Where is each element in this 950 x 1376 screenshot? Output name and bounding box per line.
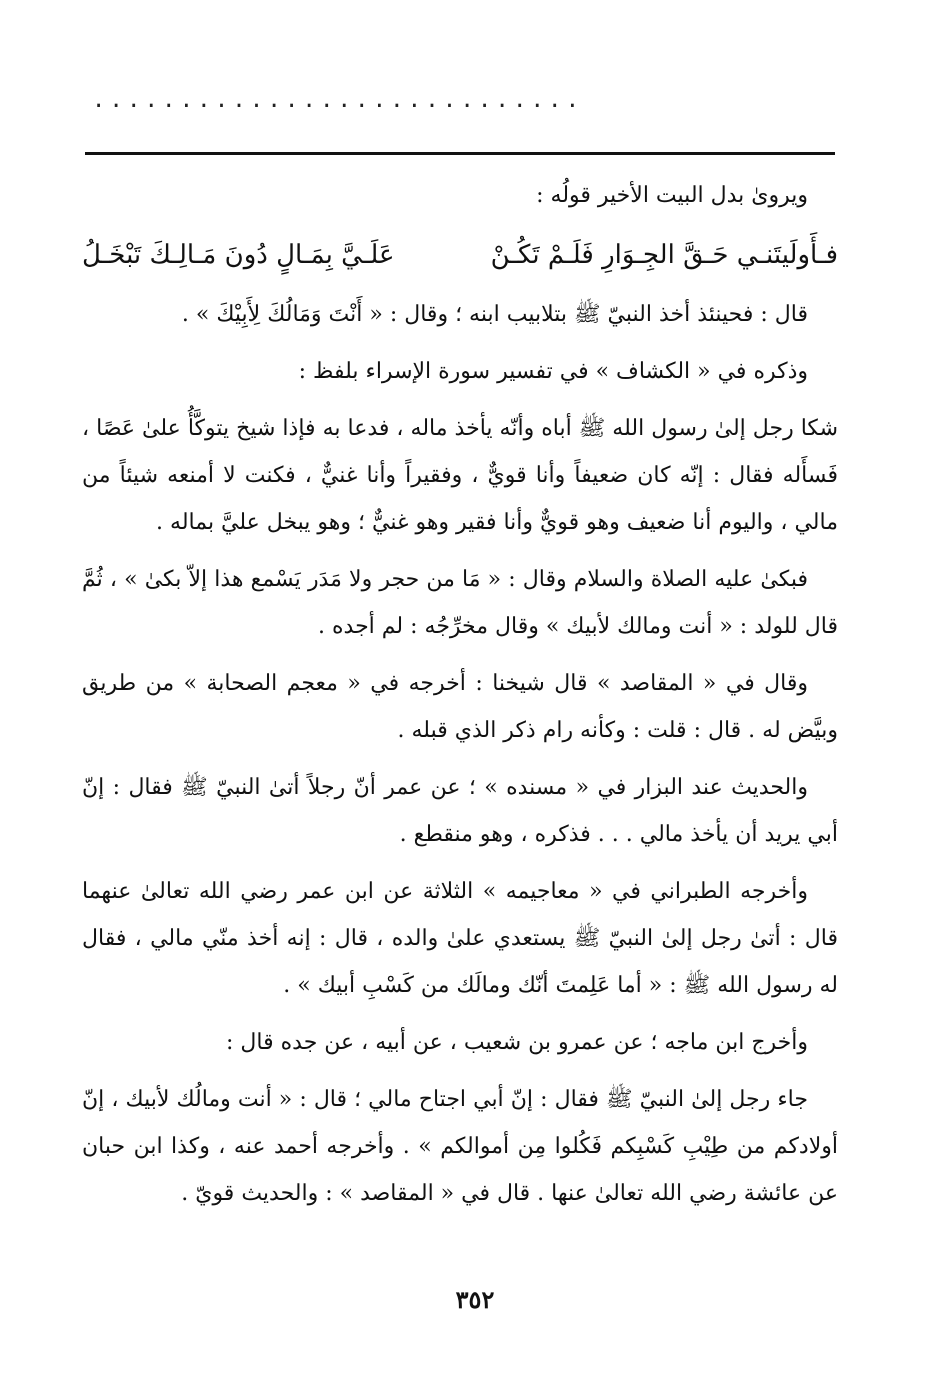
page-body bbox=[82, 172, 838, 1227]
paragraph: جاء رجل إلىٰ النبيّ ﷺ فقال : إنّ أبي اجتاح مالي ؛ قال : « أنت ومالُك لأبيك ، إنّ أولادكم من طِيْبِ كَسْبِكم فَكُلوا مِن أموالكم » . وأخرجه أحمد عنه ، وكذا ابن حبان عن عائشة رضي الله تعالىٰ عنها . قال في « المقاصد » : والحديث قويّ . bbox=[82, 1087, 838, 1206]
verse-intro: ويروىٰ بدل البيت الأخير قولُه : bbox=[536, 183, 808, 208]
paragraph: والحديث عند البزار في « مسنده » ؛ عن عمر أنّ رجلاً أتىٰ النبيّ ﷺ فقال : إنّ أبي يريد أن يأخذ مالي . . . فذكره ، وهو منقطع . bbox=[82, 775, 838, 847]
verse-first-hemistich: فـأَولَيتَنـي حَـقَّ الجِـوَارِ فَلَـمْ تَكُـنْ bbox=[490, 240, 838, 270]
paragraph: شكا رجل إلىٰ رسول الله ﷺ أباه وأنّه يأخذ ماله ، فدعا به فإذا شيخ يتوكَّأُ علىٰ عَصًا ، فَسأَله فقال : إنّه كان ضعيفاً وأنا قويٌّ ، وفقيراً وأنا غنيٌّ ، فكنت لا أمنعه شيئاً من مالي ، واليوم أنا ضعيف وهو قويٌّ وأنا فقير وهو غنيٌّ ؛ وهو يبخل عليَّ بماله . bbox=[82, 416, 838, 535]
header-rule bbox=[85, 152, 835, 155]
paragraph: فبكىٰ عليه الصلاة والسلام وقال : « مَا من حجر ولا مَدَر يَسْمع هذا إلاّ بكىٰ » ، ثُمَّ قال للولد : « أنت ومالك لأبيك » وقال مخرِّجُه : لم أجده . bbox=[82, 567, 838, 639]
paragraph: وذكره في « الكشاف » في تفسير سورة الإسراء بلفظ : bbox=[298, 359, 808, 384]
poetry-verse bbox=[82, 229, 838, 281]
paragraph: قال : فحينئذ أخذ النبيّ ﷺ بتلابيب ابنه ؛ وقال : « أَنْتَ وَمَالُكَ لِأَبِيْكَ » . bbox=[181, 302, 808, 327]
paragraph: وقال في « المقاصد » قال شيخنا : أخرجه في « معجم الصحابة » من طريق وبيَّض له . قال : قلت : وكأنه رام ذكر الذي قبله . bbox=[82, 671, 838, 743]
verse-second-hemistich: عَلَـيَّ بِمَـالٍ دُونَ مَـالِـكَ تَبْخَـلُ bbox=[82, 240, 395, 270]
paragraph: وأخرجه الطبراني في « معاجيمه » الثلاثة عن ابن عمر رضي الله تعالىٰ عنهما قال : أتىٰ رجل إلىٰ النبيّ ﷺ يستعدي علىٰ والده ، قال : إنه أخذ منّي مالي ، فقال له رسول الله ﷺ : « أما عَلِمتَ أنّك ومالَك من كَسْبِ أبيك » . bbox=[82, 879, 838, 998]
header-dotted-line: ............................ bbox=[92, 88, 584, 113]
page-number: ٣٥٢ bbox=[455, 1285, 495, 1314]
paragraph: وأخرج ابن ماجه ؛ عن عمرو بن شعيب ، عن أبيه ، عن جده قال : bbox=[226, 1030, 808, 1055]
